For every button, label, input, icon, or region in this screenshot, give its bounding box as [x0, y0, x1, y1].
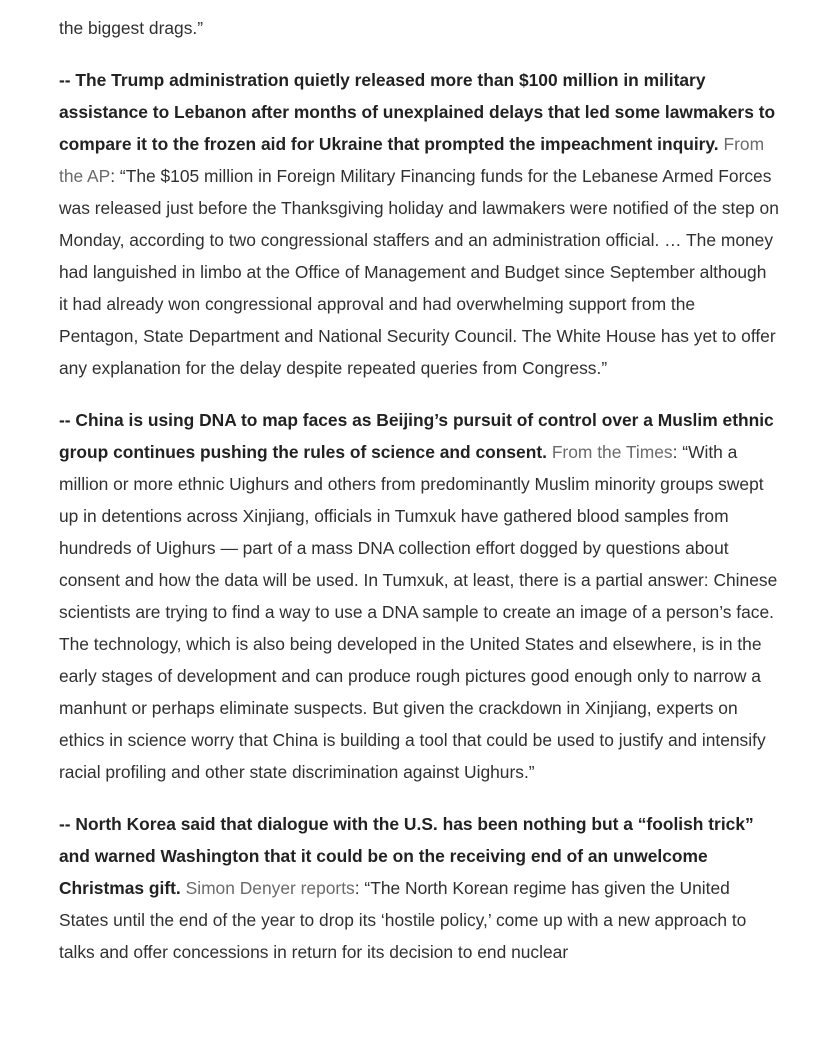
story-headline: -- North Korea said that dialogue with the U.S. has been nothing but a “foolish trick” and warned Washington that it could be on the receiving end of an unwelcome Christmas gift.	[59, 814, 754, 898]
article-body	[59, 12, 779, 988]
source-link[interactable]: Simon Denyer reports	[185, 878, 355, 898]
story-north-korea	[59, 808, 779, 968]
story-headline: -- The Trump administration quietly released more than $100 million in military assistance to Lebanon after months of unexplained delays that led some lawmakers to compare it to the frozen aid for Ukraine that prompted the impeachment inquiry.	[59, 70, 776, 154]
story-china-dna	[59, 404, 779, 788]
intro-paragraph-tail	[59, 12, 779, 44]
story-body: : “The North Korean regime has given the United States until the end of the year to drop its ‘hostile policy,’ come up with a new approach to talks and offer concessions in return for its decision to end nuclear	[59, 878, 747, 962]
story-headline: -- China is using DNA to map faces as Beijing’s pursuit of control over a Muslim ethnic group continues pushing the rules of science and consent.	[59, 410, 774, 462]
intro-tail-text: the biggest drags.”	[59, 18, 204, 38]
story-body: : “With a million or more ethnic Uighurs and others from predominantly Muslim minority groups swept up in detentions across Xinjiang, officials in Tumxuk have gathered blood samples from hundreds of Uighurs — part of a mass DNA collection effort dogged by questions about consent and how the data will be used. In Tumxuk, at least, there is a partial answer: Chinese scientists are trying to find a way to use a DNA sample to create an image of a person’s face. The technology, which is also being developed in the United States and elsewhere, is in the early stages of development and can produce rough pictures good enough only to narrow a manhunt or perhaps eliminate suspects. But given the crackdown in Xinjiang, experts on ethics in science worry that China is building a tool that could be used to justify and intensify racial profiling and other state discrimination against Uighurs.”	[59, 442, 778, 782]
source-link[interactable]: From the AP	[59, 134, 765, 186]
story-lebanon-aid	[59, 64, 779, 384]
source-link[interactable]: From the Times	[551, 442, 673, 462]
story-body: : “The $105 million in Foreign Military Financing funds for the Lebanese Armed Forces was released just before the Thanksgiving holiday and lawmakers were notified of the step on Monday, according to two congressional staffers and an administration official. … The money had languished in limbo at the Office of Management and Budget since September although it had already won congressional approval and had overwhelming support from the Pentagon, State Department and National Security Council. The White House has yet to offer any explanation for the delay despite repeated queries from Congress.”	[59, 166, 779, 378]
